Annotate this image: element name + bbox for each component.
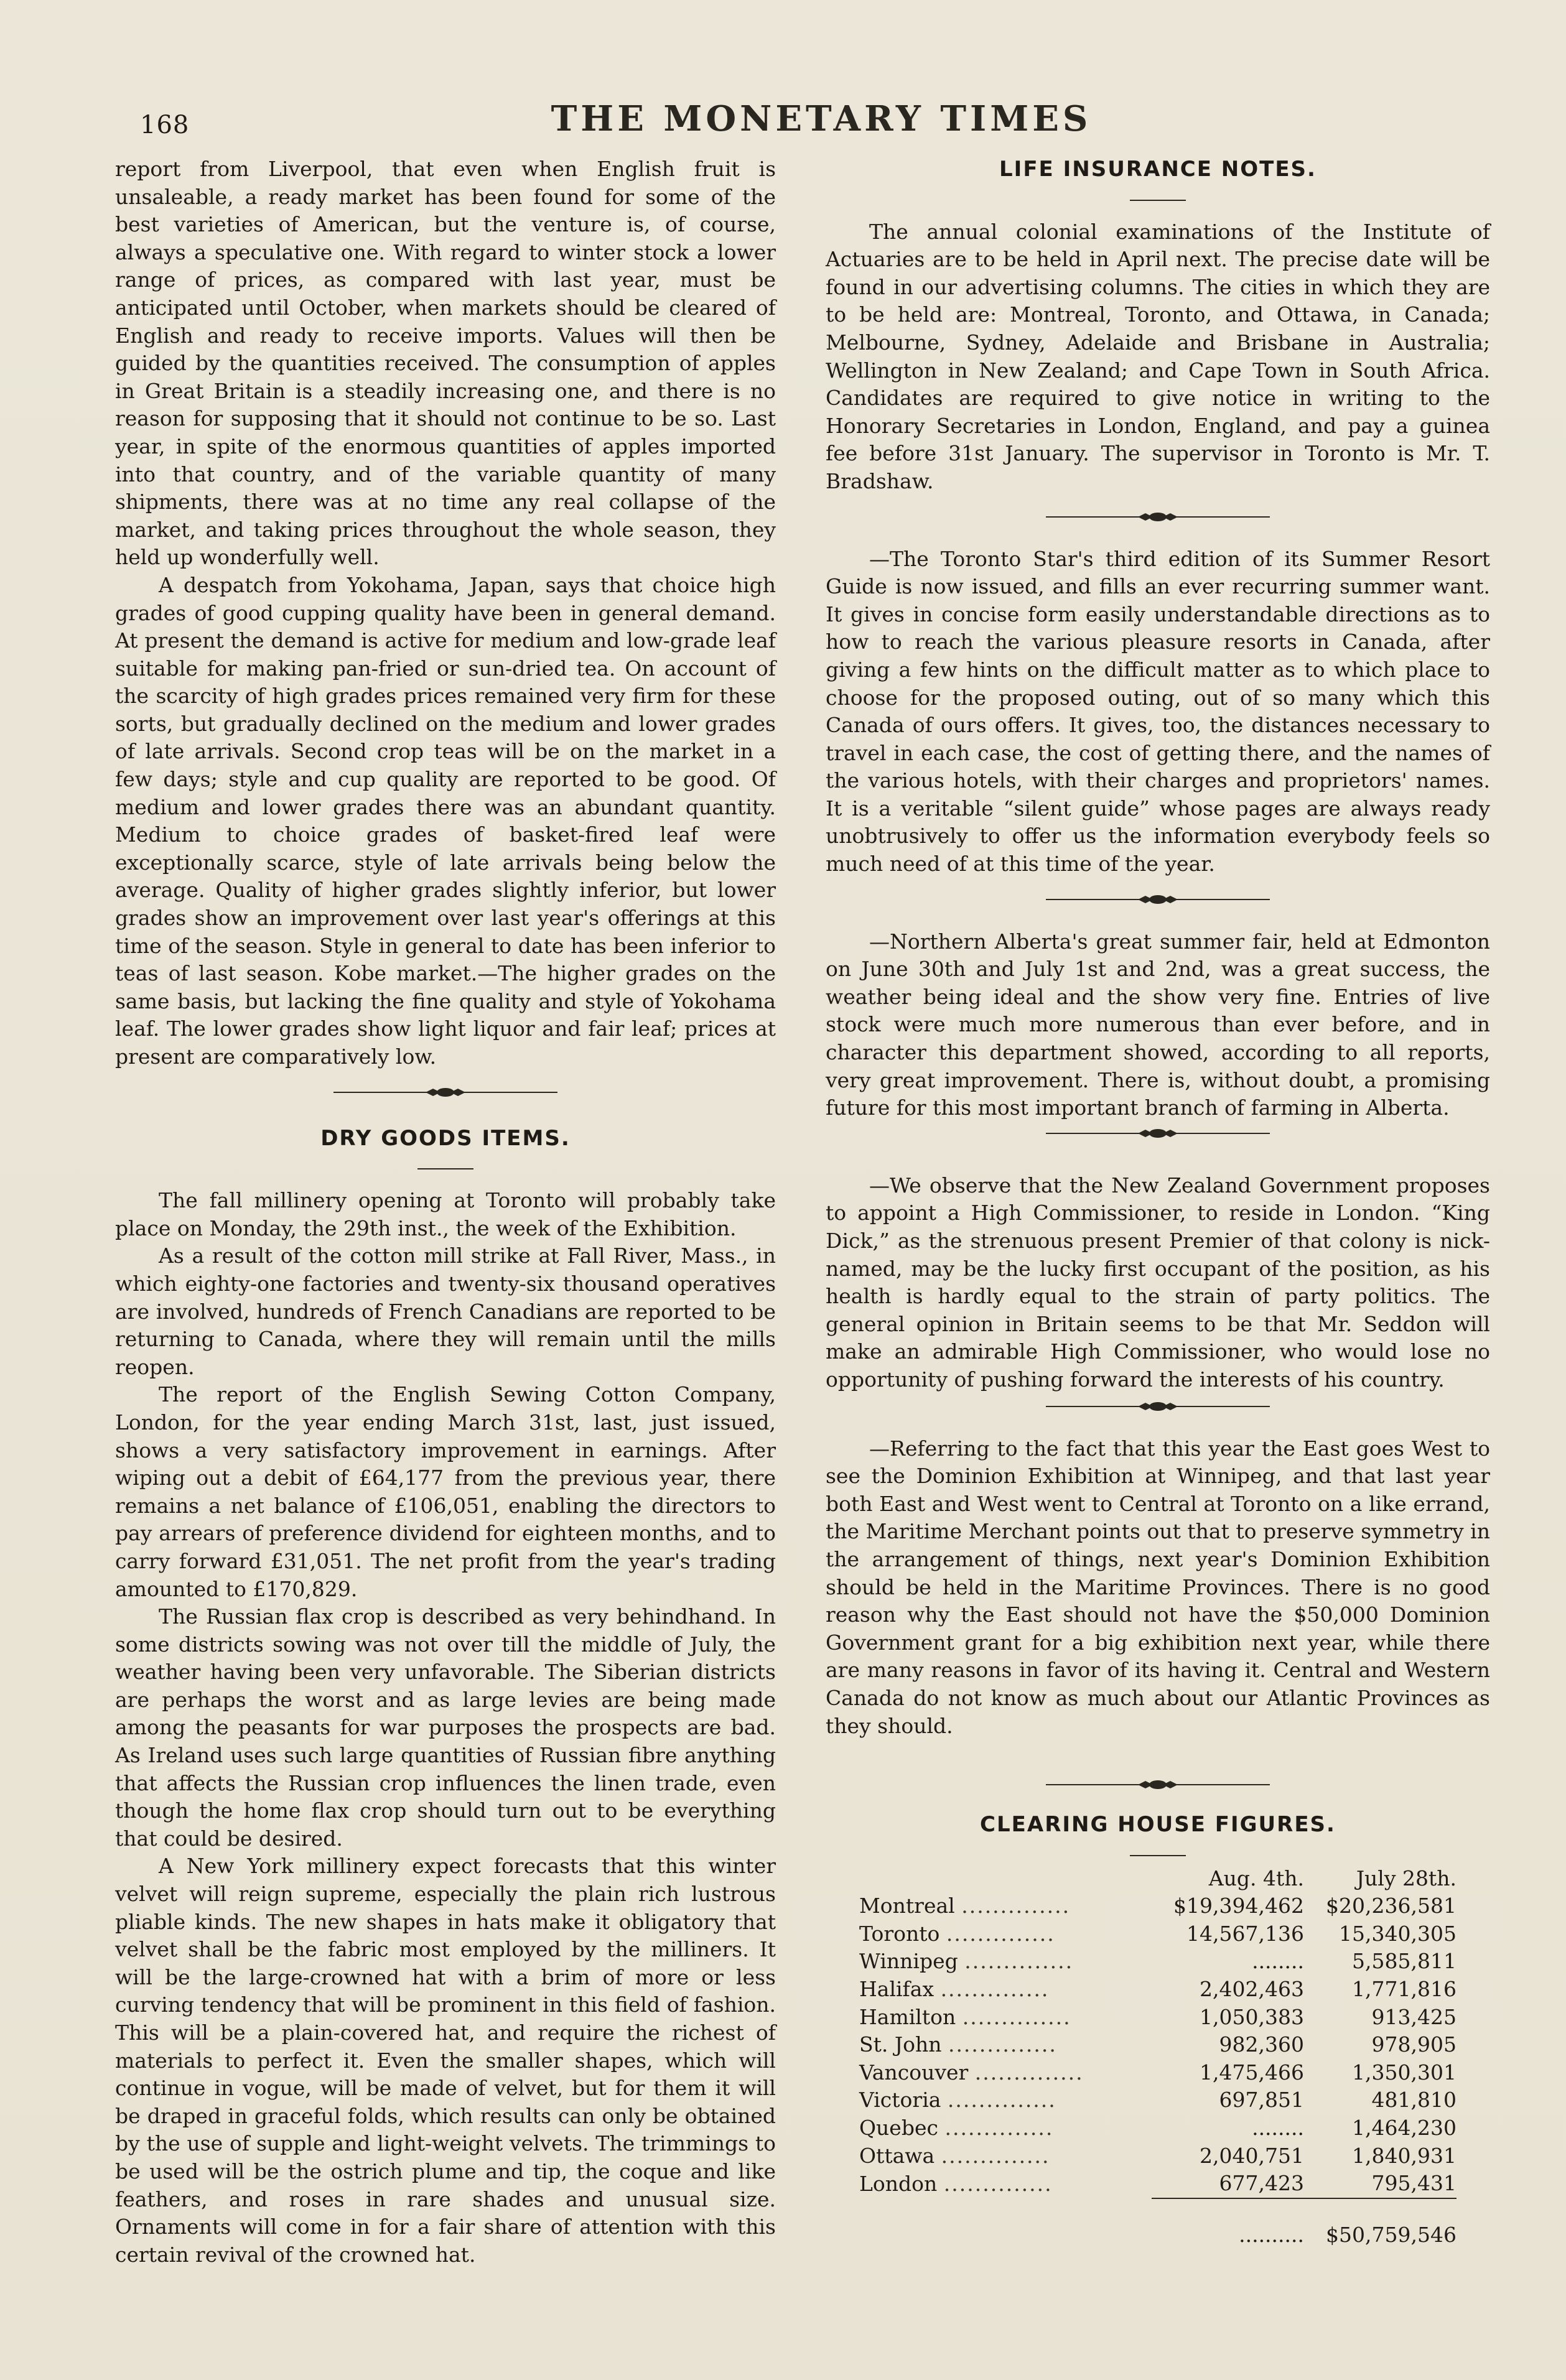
aug-value: 677,423 (1219, 2171, 1304, 2196)
july-total: $50,759,546 (1304, 2198, 1456, 2249)
july-value: 1,771,816 (1352, 1977, 1456, 2002)
table-row (859, 2142, 1456, 2170)
dot-leader: .............. (943, 2171, 1053, 2196)
millinery-opening-paragraph: The fall millinery opening at Toronto will probably take place on Monday, the 29th inst., the week of the Exhibition. (115, 1188, 776, 1240)
city-name: St. John (859, 2032, 942, 2057)
aug-value: 1,050,383 (1200, 2004, 1304, 2029)
table-row (859, 2170, 1456, 2198)
heading-rule (1130, 1855, 1186, 1856)
russian-flax-paragraph: The Russian flax crop is described as very behindhand. In some districts sowing was not over till the middle of July, the weather having been very unfavorable. The Siberian districts are perhaps the worst and as large levies are being made among the peasants for war purposes the prospects are bad. As Ireland uses such large quantities of Russian fibre anything that affects the Russian crop influences the linen trade, even though the home flax crop should turn out to be everything that could be desired. (115, 1604, 776, 1851)
july-value: 795,431 (1371, 2171, 1456, 2196)
table-row (859, 1948, 1456, 1976)
aug-value: ........ (1252, 2116, 1304, 2141)
dot-leader: .............. (948, 2032, 1057, 2057)
ornament-divider (1046, 892, 1270, 907)
dot-leader: .............. (964, 1949, 1074, 1974)
alberta-fair-paragraph: —Northern Alberta's great summer fair, held at Edmonton on June 30th and July 1st and 2nd, was a great success, the weather being ideal and the show very fine. Entries of live stock were much more numerous than ever before, and in character this department showed, according to all reports, very great improvement. There is, without doubt, a promising future for this most important branch of farming in Alberta. (826, 929, 1490, 1120)
table-row (859, 2086, 1456, 2114)
july-value: 978,905 (1371, 2032, 1456, 2057)
right-column (826, 156, 1490, 2249)
masthead: THE MONETARY TIMES (551, 98, 1092, 139)
column-header: Aug. 4th. (1208, 1866, 1304, 1890)
heading-rule (417, 1168, 473, 1169)
apples-paragraph: report from Liverpool, that even when English fruit is unsaleable, a ready market has been found for some of the best varieties of American, but the venture is, of course, always a speculative one. With regard to winter stock a lower range of prices, as compared with last year, must be anticipated until October, when markets should be cleared of English and ready to receive imports. Values will then be guided by the quantities received. The consumption of apples in Great Britain is a steadily increasing one, and there is no reason for supposing that it should not continue to be so. Last year, in spite of the enormous quantities of apples imported into that country, and of the variable quantity of many shipments, there was at no time any real collapse of the market, and taking prices throughout the whole season, they held up wonderfully well. (115, 157, 776, 570)
dot-leader: .............. (940, 1977, 1050, 2002)
aug-value: 2,040,751 (1200, 2143, 1304, 2168)
ornament-divider (333, 1085, 557, 1100)
city-name: Vancouver (859, 2060, 969, 2085)
dot-leader: .............. (961, 1894, 1071, 1918)
aug-value: 14,567,136 (1186, 1921, 1304, 1946)
tea-paragraph: A despatch from Yokohama, Japan, says that choice high grades of good cupping quality have been in general demand. At present the demand is active for medium and low-grade leaf suitable for making pan-fried or sun-dried tea. On account of the scarcity of high grades prices remained very firm for these sorts, but gradually declined on the medium and lower grades of late arrivals. Second crop teas will be on the market in a few days; style and cup quality are reported to be good. Of medium and lower grades there was an abundant quantity. Medium to choice grades of basket-fired leaf were exceptionally scarce, style of late arrivals being below the average. Quality of higher grades slightly inferior, but lower grades show an improvement over last year's offerings at this time of the season. Style in general to date has been inferior to teas of last season. Kobe market.—The higher grades on the same basis, but lacking the fine quality and style of Yokohama leaf. The lower grades show light liquor and fair leaf; prices at present are comparatively low. (115, 572, 776, 1069)
july-value: 481,810 (1371, 2088, 1456, 2113)
aug-total: .......... (1152, 2198, 1304, 2249)
ornament-divider (1046, 1777, 1270, 1792)
heading-rule (1130, 200, 1186, 201)
table-row (859, 1920, 1456, 1948)
table-header-row (859, 1865, 1456, 1893)
left-column (115, 156, 776, 2269)
clearing-house-heading: CLEARING HOUSE FIGURES. (980, 1812, 1336, 1838)
table-row (859, 2114, 1456, 2142)
ornament-divider (1046, 509, 1270, 524)
aug-value: 697,851 (1219, 2088, 1304, 2113)
clearing-house-table (859, 1865, 1456, 2249)
aug-value: 2,402,463 (1200, 1977, 1304, 2002)
aug-value: $19,394,462 (1173, 1894, 1304, 1918)
city-name: Montreal (859, 1894, 955, 1918)
ornament-divider (1046, 1399, 1270, 1414)
ornament-divider (1046, 1126, 1270, 1141)
table-row (859, 2031, 1456, 2059)
july-value: 913,425 (1371, 2004, 1456, 2029)
dot-leader: .............. (947, 2088, 1056, 2113)
dominion-exhibition-paragraph: —Referring to the fact that this year the East goes West to see the Dominion Exhibition at Winnipeg, and that last year both East and West went to Central at Toronto on a like errand, the Maritime Merchant points out that to preserve symmetry in the arrangement of things, next year's Dominion Exhibition should be held in the Maritime Provinces. There is no good reason why the East should not have the $50,000 Dominion Government grant for a big exhibition next year, while there are many reasons in favor of its having it. Central and Western Canada do not know as much about our Atlantic Provinces as they should. (826, 1436, 1490, 1738)
life-insurance-heading: LIFE INSURANCE NOTES. (999, 157, 1317, 182)
actuaries-paragraph: The annual colonial examinations of the Institute of Actuaries are to be held in April next. The precise date will be found in our advertising columns. The cities in which they are to be held are: Montreal, Toronto, and Ottawa, in Canada; Melbourne, Sydney, Adelaide and Brisbane in Australia; Wellington in New Zealand; and Cape Town in South Africa. Candidates are required to give notice in writing to the Honorary Secretaries in London, England, and pay a guinea fee before 31st January. The supervisor in Toronto is Mr. T. Bradshaw. (826, 219, 1490, 493)
table-row (859, 2004, 1456, 2032)
table-row (859, 1892, 1456, 1920)
city-name: Toronto (859, 1921, 940, 1946)
dry-goods-heading: DRY GOODS ITEMS. (320, 1125, 571, 1151)
cotton-strike-paragraph: As a result of the cotton mill strike at Fall River, Mass., in which eighty-one factories and twenty-six thousand operatives are involved, hundreds of French Canadians are reported to be returning to Canada, where they will remain until the mills reopen. (115, 1243, 776, 1379)
city-name: London (859, 2171, 938, 2196)
dot-leader: .............. (962, 2004, 1071, 2029)
dot-leader: .............. (974, 2060, 1084, 2085)
aug-value: 982,360 (1219, 2032, 1304, 2057)
july-value: 1,350,301 (1352, 2060, 1456, 2085)
city-name: Halifax (859, 1977, 934, 2002)
city-name: Ottawa (859, 2143, 935, 2168)
city-name: Quebec (859, 2116, 938, 2141)
july-value: 1,464,230 (1352, 2116, 1456, 2141)
column-header: July 28th. (1356, 1866, 1456, 1890)
dot-leader: .............. (941, 2143, 1050, 2168)
table-row (859, 1976, 1456, 2004)
sewing-cotton-paragraph: The report of the English Sewing Cotton Company, London, for the year ending March 31st, last, just issued, shows a very satisfactory improvement in earnings. After wiping out a debit of £64,177 from the previous year, there remains a net balance of £106,051, enabling the directors to pay arrears of preference dividend for eighteen months, and to carry forward £31,051. The net profit from the year's trading amounted to £170,829. (115, 1382, 776, 1601)
aug-value: 1,475,466 (1200, 2060, 1304, 2085)
new-zealand-paragraph: —We observe that the New Zealand Government proposes to appoint a High Commissioner, to reside in London. “King Dick,” as the strenuous present Premier of that colony is nick-named, may be the lucky first occupant of the position, as his health is hardly equal to the strain of party politics. The general opinion in Britain seems to be that Mr. Seddon will make an admirable High Commissioner, who would lose no opportunity of pushing forward the interests of his country. (826, 1173, 1490, 1392)
resort-guide-paragraph: —The Toronto Star's third edition of its Summer Resort Guide is now issued, and fills an ever recurring summer want. It gives in concise form easily understandable directions as to how to reach the various pleasure resorts in Canada, after giving a few hints on the difficult matter as to which place to choose for the proposed outing, out of so many which this Canada of ours offers. It gives, too, the distances necessary to travel in each case, the cost of getting there, and the names of the various hotels, with their charges and proprietors' names. It is a veritable “silent guide” whose pages are always ready unobtrusively to offer us the information everybody feels so much need of at this time of the year. (826, 546, 1490, 876)
table-row (859, 2059, 1456, 2087)
aug-value: ........ (1252, 1949, 1304, 1974)
total-row (859, 2198, 1456, 2249)
dot-leader: .............. (944, 2116, 1054, 2141)
july-value: 15,340,305 (1339, 1921, 1456, 1946)
city-name: Hamilton (859, 2004, 956, 2029)
dot-leader: .............. (946, 1921, 1055, 1946)
velvet-millinery-paragraph: A New York millinery expect forecasts that this winter velvet will reign supreme, especially the plain rich lustrous pliable kinds. The new shapes in hats make it obligatory that velvet shall be the fabric most employed by the milliners. It will be the large-crowned hat with a brim of more or less curving tendency that will be prominent in this field of fashion. This will be a plain-covered hat, and require the richest of materials to perfect it. Even the smaller shapes, which will continue in vogue, will be made of velvet, but for them it will be draped in graceful folds, which results can only be obtained by the use of supple and light-weight velvets. The trimmings to be used will be the ostrich plume and tip, the coque and like feathers, and roses in rare shades and unusual size. Ornaments will come in for a fair share of attention with this certain revival of the crowned hat. (115, 1854, 776, 2267)
july-value: $20,236,581 (1326, 1894, 1456, 1918)
july-value: 1,840,931 (1352, 2143, 1456, 2168)
city-name: Winnipeg (859, 1949, 958, 1974)
page-number: 168 (140, 111, 190, 139)
july-value: 5,585,811 (1352, 1949, 1456, 1974)
city-name: Victoria (859, 2088, 941, 2113)
